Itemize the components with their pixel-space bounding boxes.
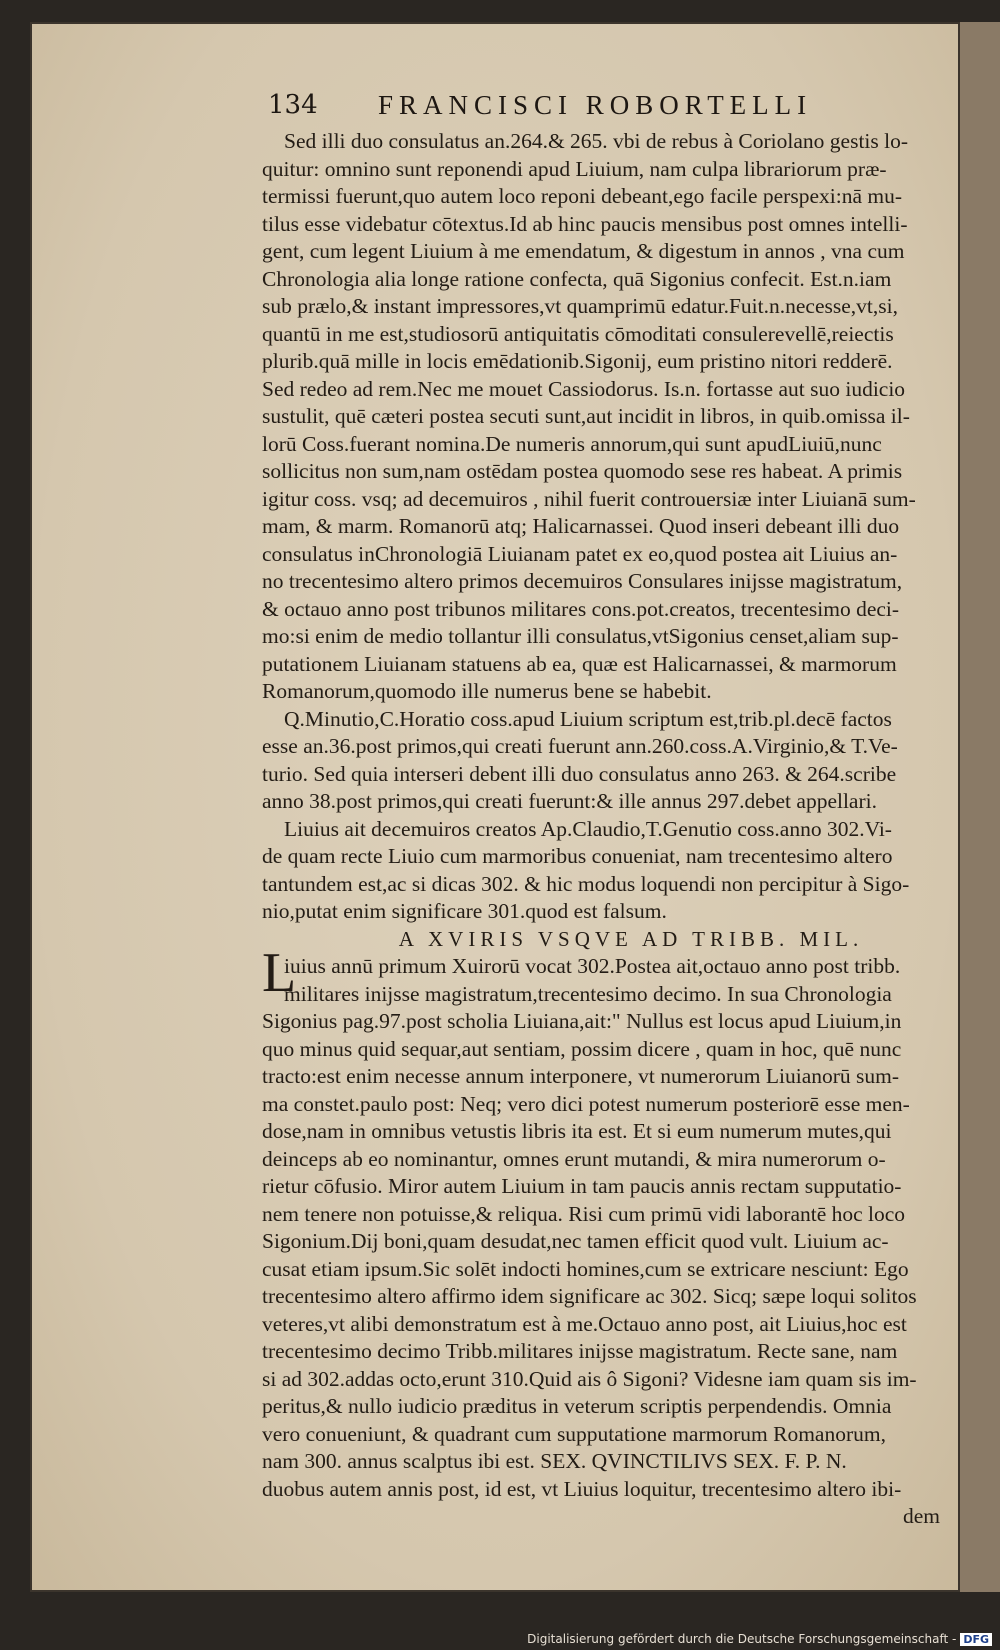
text-line: tracto:est enim necesse annum interponere, vt numerorum Liuianorū sum- [262,1064,900,1088]
text-line: trecentesimo altero affirmo idem significare ac 302. Sicq; sæpe loqui solitos [262,1284,917,1308]
page-header [268,90,898,130]
paragraph-1 [262,128,980,706]
text-line: trecentesimo decimo Tribb.militares inijsse magistratum. Recte sane, nam [262,1339,898,1363]
paragraph-3 [262,816,980,926]
text-line: putationem Liuianam statuens ab ea, quæ est Halicarnassei, & marmorum [262,651,897,676]
page-number: 134 [268,90,318,120]
text-line: Sigonius pag.97.post scholia Liuiana,ait:" Nullus est locus apud Liuium,in [262,1009,902,1033]
text-line: de quam recte Liuio cum marmoribus conueniat, nam trecentesimo altero [262,844,893,868]
paragraph-4 [262,953,980,1503]
text-line: nio,putat enim significare 301.quod est falsum. [262,899,667,923]
text-line: Q.Minutio,C.Horatio coss.apud Liuium scriptum est,trib.pl.decē factos [284,706,892,731]
text-line: cusat etiam ipsum.Sic solēt indocti homines,cum se extricare nesciunt: Ego [262,1256,909,1281]
digitization-footer [527,1632,992,1646]
catchword: dem [902,1504,940,1528]
text-line: ma constet.paulo post: Neq; vero dici potest numerum posteriorē esse men- [262,1091,910,1116]
text-line: vero conueniunt, & quadrant cum supputatione marmorum Romanorum, [262,1421,886,1446]
text-line: militares inijsse magistratum,trecentesimo decimo. In sua Chronologia [284,981,892,1006]
text-line: duobus autem annis post, id est, vt Liuius loquitur, trecentesimo altero ibi- [262,1476,902,1501]
text-line: no trecentesimo altero primos decemuiros Consulares inijsse magistratum, [262,569,903,593]
dfg-logo: DFG [960,1633,992,1646]
text-line: Sed illi duo consulatus an.264.& 265. vbi de rebus à Coriolano gestis lo- [284,129,909,153]
text-line: tantundem est,ac si dicas 302. & hic modus loquendi non percipitur à Sigo- [262,871,910,896]
text-line: anno 38.post primos,qui creati fuerunt:& ille annus 297.debet appellari. [262,789,877,813]
text-line: Romanorum,quomodo ille numerus bene se habebit. [262,679,712,703]
text-line: lorū Coss.fuerant nomina.De numeris annorum,qui sunt apudLiuiū,nunc [262,431,882,456]
text-line: turio. Sed quia interseri debent illi duo consulatus anno 263. & 264.scribe [262,761,897,786]
body-text [262,128,980,1531]
text-line: igitur coss. vsq; ad decemuiros , nihil fuerit controuersiæ inter Liuianā sum- [262,486,916,511]
text-line: & octauo anno post tribunos militares cons.pot.creatos, trecentesimo deci- [262,596,900,621]
text-line: quitur: omnino sunt reponendi apud Liuium, nam culpa librariorum præ- [262,156,887,181]
text-line: Chronologia alia longe ratione confecta, quā Sigonius confecit. Est.n.iam [262,266,892,291]
text-line: sollicitus non sum,nam ostēdam postea quomodo sese res habeat. A primis [262,459,903,483]
text-line: sub prælo,& instant impressores,vt quamprimū edatur.Fuit.n.necesse,vt,si, [262,294,898,318]
text-line: mo:si enim de medio tollantur illi consulatus,vtSigonius censet,aliam sup- [262,624,899,648]
section-heading: A XVIRIS VSQVE AD TRIBB. MIL. [398,926,864,951]
text-line: tilus esse videbatur cōtextus.Id ab hinc paucis mensibus post omnes intelli- [262,211,908,236]
text-line: deinceps ab eo nominantur, omnes erunt mutandi, & mira numerorum o- [262,1146,886,1171]
text-line: nem tenere non potuisse,& reliqua. Risi cum primū vidi laborantē hoc loco [262,1201,906,1226]
text-line: termissi fuerunt,quo autem loco reponi debeant,ego facile perspexi:nā mu- [262,184,903,208]
text-line: peritus,& nullo iudicio præditus in veterum scriptis perpendendis. Omnia [262,1394,892,1418]
text-line: gent, cum legent Liuium à me emendatum, & digestum in annos , vna cum [262,239,905,263]
text-line: quantū in me est,studiosorū antiquitatis cōmoditati consulerevellē,reiectis [262,321,894,346]
drop-capital: L [262,942,297,1004]
running-title: FRANCISCI ROBORTELLI [378,90,813,120]
text-line: rietur cōfusio. Miror autem Liuium in tam paucis annis rectam supputatio- [262,1174,902,1198]
text-line: Sigonium.Dij boni,quam desudat,nec tamen efficit quod vult. Liuium ac- [262,1229,889,1253]
text-line: iuius annū primum Xuirorū vocat 302.Postea ait,octauo anno post tribb. [284,954,901,978]
text-line: Liuius ait decemuiros creatos Ap.Claudio,T.Genutio coss.anno 302.Vi- [284,816,892,841]
paragraph-2 [262,706,980,816]
text-line: dose,nam in omnibus vetustis libris ita est. Et si eum numerum mutes,qui [262,1119,892,1143]
text-line: Sed redeo ad rem.Nec me mouet Cassiodorus. Is.n. fortasse aut suo iudicio [262,376,906,401]
text-line: esse an.36.post primos,qui creati fuerunt ann.260.coss.A.Virginio,& T.Ve- [262,734,898,758]
footer-text: Digitalisierung gefördert durch die Deutsche Forschungsgemeinschaft - [527,1632,957,1646]
text-line: mam, & marm. Romanorū atq; Halicarnassei. Quod inseri debeant illi duo [262,514,900,538]
text-line: si ad 302.addas octo,erunt 310.Quid ais ô Sigoni? Videsne iam quam sis im- [262,1366,917,1391]
text-line: plurib.quā mille in locis emēdationib.Sigonij, eum pristino nitori redderē. [262,349,893,373]
text-line: quo minus quid sequar,aut sentiam, possim dicere , quam in hoc, quē nunc [262,1036,902,1061]
text-line: nam 300. annus scalptus ibi est. SEX. QVINCTILIVS SEX. F. P. N. [262,1449,847,1473]
text-line: veteres,vt alibi demonstratum est à me.Octauo anno post, ait Liuius,hoc est [262,1311,907,1336]
text-line: sustulit, quē cæteri postea secuti sunt,aut incidit in libros, in quib.omissa il- [262,404,910,428]
text-line: consulatus inChronologiā Liuianam patet ex eo,quod postea ait Liuius an- [262,541,898,566]
